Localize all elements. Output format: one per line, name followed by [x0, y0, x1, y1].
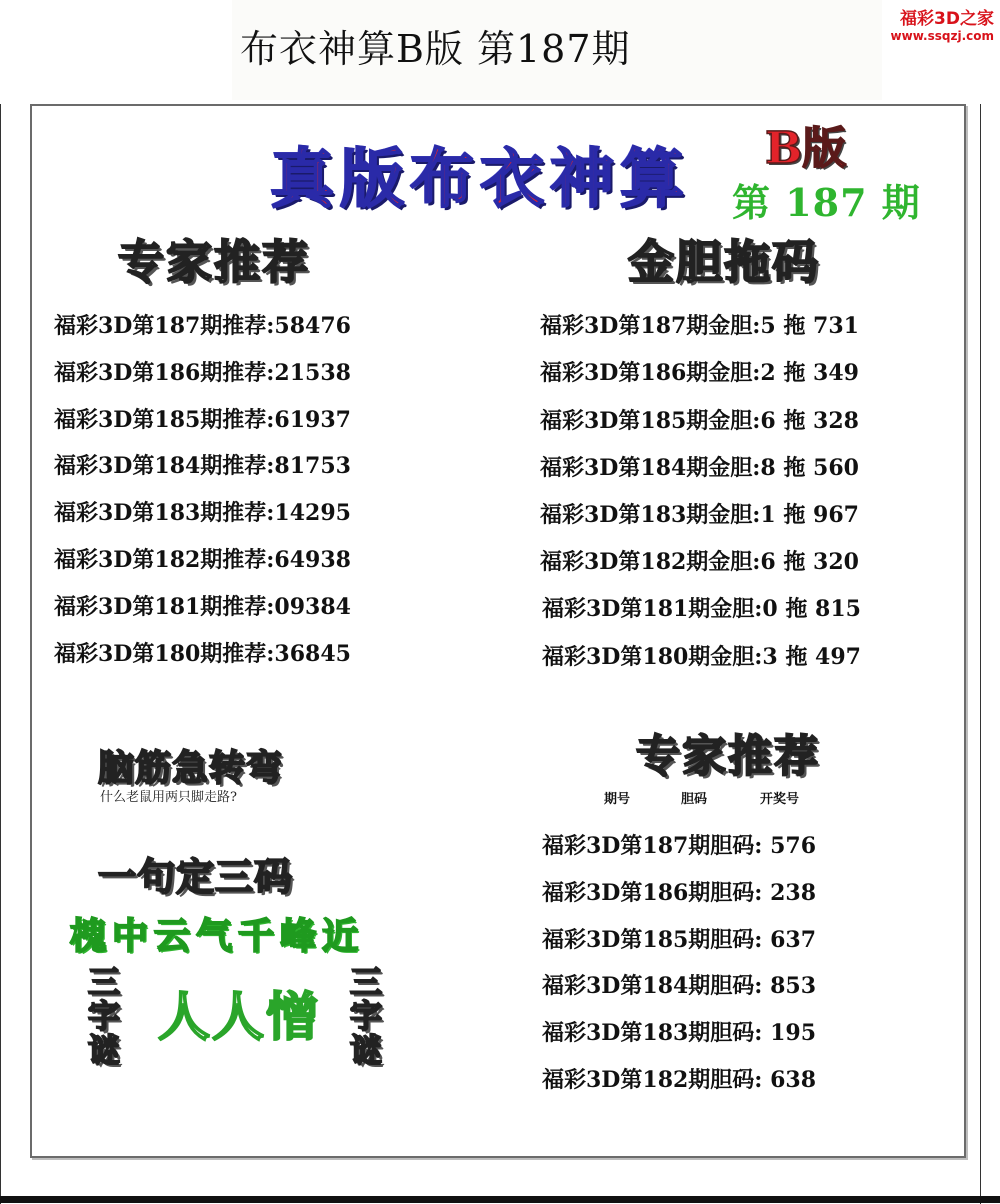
left-edge-line	[0, 104, 1, 1204]
riddle-answer: 人人憎	[158, 988, 321, 1048]
site-logo[interactable]	[891, 4, 994, 43]
bottom-border	[0, 1196, 1000, 1203]
dan-row: 福彩3D第187期胆码: 576	[542, 833, 817, 859]
dan-row: 福彩3D第186期胆码: 238	[542, 880, 817, 906]
expert-row: 福彩3D第181期推荐:09384	[54, 594, 351, 620]
gold-row: 福彩3D第185期金胆:6 拖 328	[540, 408, 859, 434]
gold-row: 福彩3D第186期金胆:2 拖 349	[540, 360, 859, 386]
riddle-label-left: 三字谜	[87, 963, 120, 1069]
dan-row: 福彩3D第182期胆码: 638	[542, 1067, 817, 1093]
gold-row: 福彩3D第184期金胆:8 拖 560	[540, 455, 859, 481]
gold-row: 福彩3D第187期金胆:5 拖 731	[540, 313, 859, 339]
poem-line: 槐中云气千峰近	[70, 916, 365, 957]
expert-row: 福彩3D第185期推荐:61937	[54, 407, 351, 433]
expert-row: 福彩3D第182期推荐:64938	[54, 547, 351, 573]
header-bar	[0, 0, 1000, 103]
site-url: www.ssqzj.com	[890, 29, 994, 43]
expert-row: 福彩3D第187期推荐:58476	[54, 313, 351, 339]
gold-row: 福彩3D第183期金胆:1 拖 967	[540, 502, 859, 528]
expert-row: 福彩3D第180期推荐:36845	[54, 641, 351, 667]
expert-row: 福彩3D第183期推荐:14295	[54, 500, 351, 526]
brain-teaser-heading: 脑筋急转弯	[98, 748, 284, 789]
gold-row: 福彩3D第180期金胆:3 拖 497	[542, 644, 861, 670]
dan-row: 福彩3D第185期胆码: 637	[542, 927, 817, 953]
gold-row: 福彩3D第181期金胆:0 拖 815	[542, 596, 861, 622]
banner-title: 真版布衣神算	[270, 143, 690, 217]
column-header-draw: 开奖号	[760, 792, 800, 807]
expert-recommend-heading: 专家推荐	[118, 235, 310, 289]
right-edge-line	[980, 104, 981, 1204]
riddle-label-right: 三字谜	[349, 963, 382, 1069]
brain-teaser-question: 什么老鼠用两只脚走路?	[100, 790, 237, 805]
gold-row: 福彩3D第182期金胆:6 拖 320	[540, 549, 859, 575]
one-sentence-heading: 一句定三码	[98, 855, 294, 899]
dan-row: 福彩3D第184期胆码: 853	[542, 973, 817, 999]
gold-drag-heading: 金胆拖码	[628, 235, 820, 289]
banner-version: B版	[765, 123, 847, 174]
expert-recommend-2-heading: 专家推荐	[636, 731, 820, 782]
expert-row: 福彩3D第184期推荐:81753	[54, 453, 351, 479]
site-name: 福彩3D之家	[900, 9, 994, 29]
dan-row: 福彩3D第183期胆码: 195	[542, 1020, 817, 1046]
page-title: 布衣神算B版 第187期	[240, 27, 631, 71]
banner-issue: 第 187 期	[732, 180, 921, 225]
expert-row: 福彩3D第186期推荐:21538	[54, 360, 351, 386]
column-header-issue: 期号	[604, 792, 631, 807]
column-header-gallbladder: 胆码	[681, 792, 708, 807]
